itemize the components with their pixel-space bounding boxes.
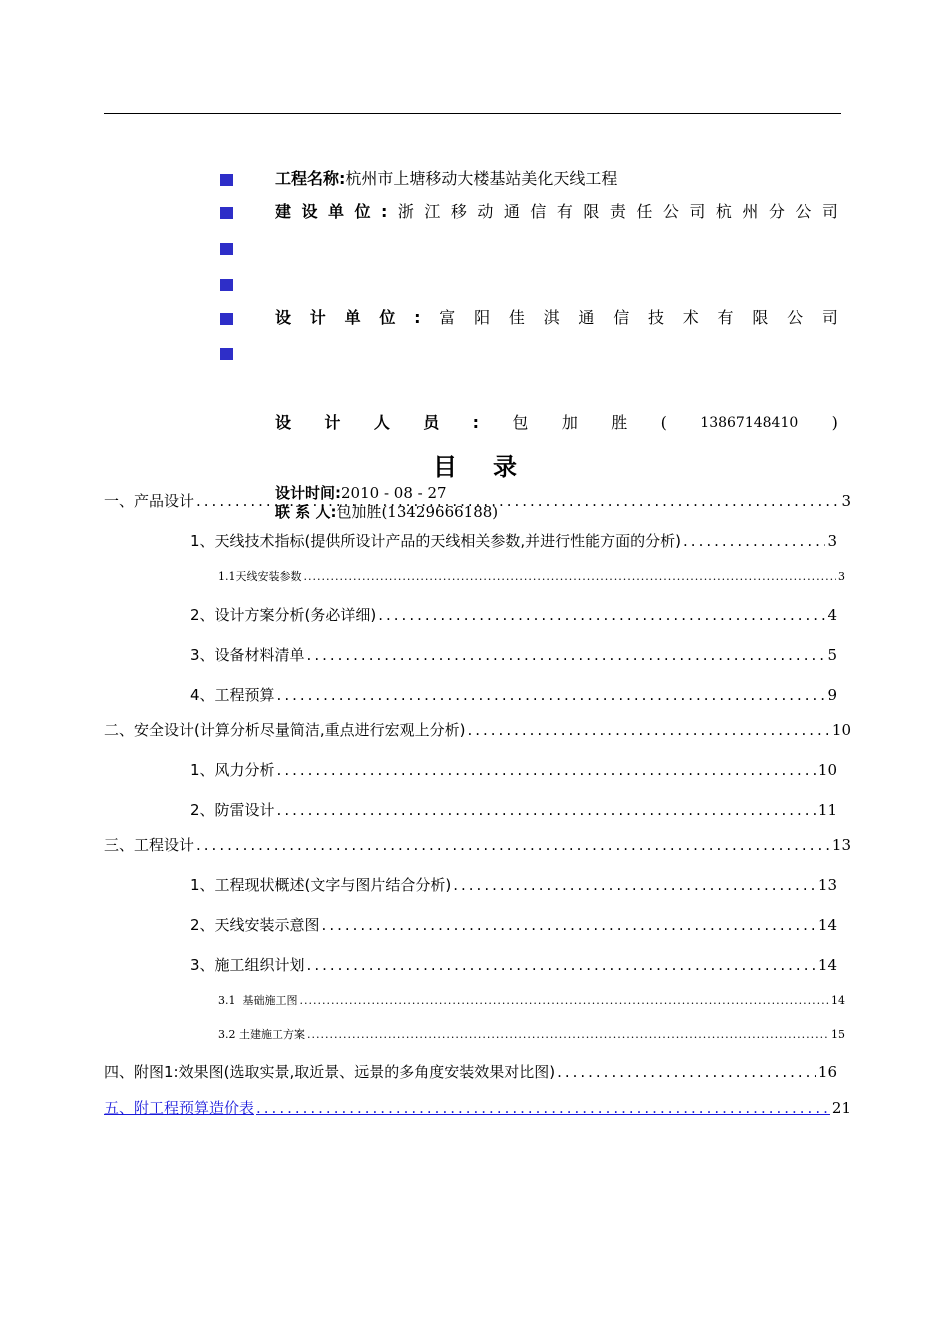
toc-entry[interactable]: 四、附图1:效果图(选取实景,取近景、远景的多角度安装效果对比图) ..... 16	[104, 1061, 837, 1082]
toc-entry[interactable]: 2、天线安装示意图 ..... 14	[190, 914, 837, 935]
toc-entry[interactable]: 1.1天线安装参数 ..... 3	[218, 568, 845, 584]
toc-entry[interactable]: 3.2 土建施工方案 ..... 15	[218, 1026, 845, 1042]
toc-entry[interactable]: 二、安全设计(计算分析尽量简洁,重点进行宏观上分析) ..... 10	[104, 719, 851, 740]
builder-row: 建 设 单 位 : 浙 江 移 动 通 信 有 限 责 任 公 司 杭 州 分 公 司	[275, 202, 838, 221]
contact-row: 联 系 人:包加胜(13429666188)	[275, 503, 499, 521]
design-unit-row: 设 计 单 位 : 富 阳 佳 淇 通 信 技 术 有 限 公 司	[275, 308, 838, 327]
toc-entry[interactable]: 三、工程设计 ..... 13	[104, 834, 851, 855]
toc-entry[interactable]: 1、工程现状概述(文字与图片结合分析) ..... 13	[190, 874, 837, 895]
bullet-square-icon	[220, 279, 233, 291]
toc-entry[interactable]: 3.1 基础施工图 ..... 14	[218, 992, 845, 1008]
design-time-row: 设计时间:2010 - 08 - 27	[275, 484, 447, 502]
bullet-square-icon	[220, 174, 233, 186]
bullet-square-icon	[220, 243, 233, 255]
project-name-value: 杭州市上塘移动大楼基站美化天线工程	[345, 169, 618, 188]
toc-entry[interactable]: 一、产品设计 ..... 3	[104, 490, 851, 511]
toc-entry[interactable]: 3、设备材料清单 ..... 5	[190, 644, 837, 665]
toc-entry[interactable]: 2、防雷设计 ..... 11	[190, 799, 837, 820]
bullet-square-icon	[220, 313, 233, 325]
toc-entry[interactable]: 1、风力分析 ..... 10	[190, 759, 837, 780]
designer-row: 设 计 人 员 : 包 加 胜 ( 13867148410 )	[275, 413, 838, 432]
toc-entry-link[interactable]: 五、附工程预算造价表 ..... 21	[104, 1097, 851, 1118]
toc-entry[interactable]: 2、设计方案分析(务必详细) ..... 4	[190, 604, 837, 625]
toc-entry[interactable]: 4、工程预算 ..... 9	[190, 684, 837, 705]
bullet-square-icon	[220, 207, 233, 219]
toc-entry[interactable]: 3、施工组织计划 ..... 14	[190, 954, 837, 975]
toc-entry[interactable]: 1、天线技术指标(提供所设计产品的天线相关参数,并进行性能方面的分析) ..... 3	[190, 530, 837, 551]
project-name-row	[275, 169, 617, 189]
toc-title: 目录	[433, 453, 553, 481]
header-rule	[104, 113, 841, 114]
bullet-square-icon	[220, 348, 233, 360]
project-name-label: 工程名称:	[275, 169, 346, 188]
